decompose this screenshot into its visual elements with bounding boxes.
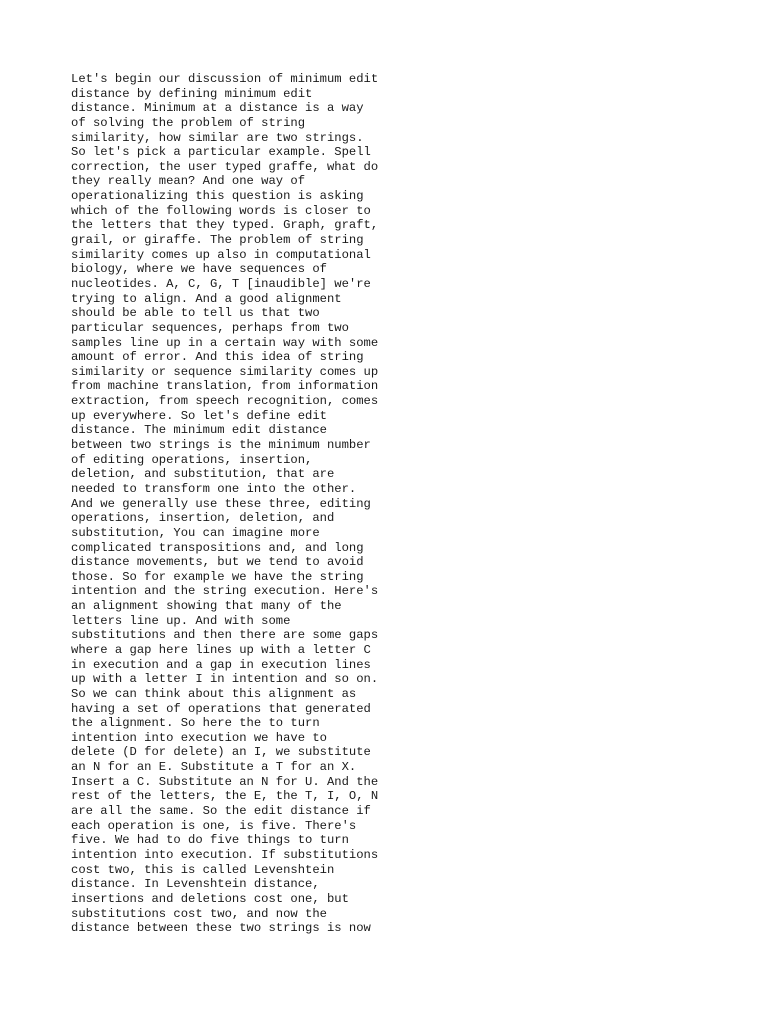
text-line: similarity or sequence similarity comes up [71, 364, 379, 379]
text-line: should be able to tell us that two [71, 306, 320, 321]
text-line: up everywhere. So let's define edit [71, 408, 327, 423]
text-line: intention into execution we have to [71, 730, 327, 745]
text-line: from machine translation, from information [71, 379, 379, 394]
text-line: operationalizing this question is asking [71, 189, 364, 204]
text-line: each operation is one, is five. There's [71, 818, 357, 833]
text-line: nucleotides. A, C, G, T [inaudible] we're [71, 276, 371, 291]
text-line: distance. In Levenshtein distance, [71, 877, 320, 892]
text-line: So we can think about this alignment as [71, 686, 357, 701]
text-line: letters line up. And with some [71, 613, 291, 628]
text-line: those. So for example we have the string [71, 569, 364, 584]
text-line: which of the following words is closer to [71, 203, 371, 218]
text-line: extraction, from speech recognition, comes [71, 394, 379, 409]
text-line: in execution and a gap in execution lines [71, 657, 371, 672]
text-line: an N for an E. Substitute a T for an X. [71, 760, 357, 775]
text-line: the alignment. So here the to turn [71, 716, 320, 731]
text-line: insertions and deletions cost one, but [71, 891, 349, 906]
text-line: distance between these two strings is now [71, 921, 371, 936]
text-line: are all the same. So the edit distance if [71, 804, 371, 819]
text-line: correction, the user typed graffe, what do [71, 159, 379, 174]
text-line: So let's pick a particular example. Spell [71, 145, 371, 160]
text-line: samples line up in a certain way with some [71, 335, 379, 350]
text-line: delete (D for delete) an I, we substitute [71, 745, 371, 760]
text-line: And we generally use these three, editing [71, 496, 371, 511]
text-line: intention and the string execution. Here's [71, 584, 379, 599]
text-line: distance by defining minimum edit [71, 86, 313, 101]
text-line: where a gap here lines up with a letter C [71, 642, 371, 657]
text-line: needed to transform one into the other. [71, 481, 357, 496]
text-line: an alignment showing that many of the [71, 599, 342, 614]
text-line: amount of error. And this idea of string [71, 350, 364, 365]
text-line: trying to align. And a good alignment [71, 291, 342, 306]
text-line: substitutions and then there are some gaps [71, 628, 379, 643]
text-line: deletion, and substitution, that are [71, 467, 335, 482]
text-line: biology, where we have sequences of [71, 262, 327, 277]
text-line: rest of the letters, the E, the T, I, O, N [71, 789, 379, 804]
text-line: similarity comes up also in computational [71, 247, 371, 262]
text-line: five. We had to do five things to turn [71, 833, 349, 848]
text-line: of editing operations, insertion, [71, 452, 313, 467]
text-line: operations, insertion, deletion, and [71, 511, 335, 526]
text-line: cost two, this is called Levenshtein [71, 862, 335, 877]
text-line: between two strings is the minimum number [71, 438, 371, 453]
text-line: distance. Minimum at a distance is a way [71, 101, 364, 116]
text-line: distance movements, but we tend to avoid [71, 555, 364, 570]
text-line: distance. The minimum edit distance [71, 423, 327, 438]
text-line: similarity, how similar are two strings. [71, 130, 364, 145]
text-line: Let's begin our discussion of minimum edit [71, 72, 379, 86]
text-line: intention into execution. If substitutions [71, 847, 379, 862]
text-line: they really mean? And one way of [71, 174, 306, 189]
transcript-text [71, 72, 401, 936]
text-line: Insert a C. Substitute an N for U. And the [71, 774, 379, 789]
text-line: up with a letter I in intention and so on. [71, 672, 379, 687]
text-line: the letters that they typed. Graph, graft, [71, 218, 379, 233]
text-line: grail, or giraffe. The problem of string [71, 233, 364, 248]
text-line: of solving the problem of string [71, 115, 306, 130]
text-line: having a set of operations that generated [71, 701, 371, 716]
text-line: particular sequences, perhaps from two [71, 320, 349, 335]
text-line: substitutions cost two, and now the [71, 906, 327, 921]
text-line: substitution, You can imagine more [71, 525, 320, 540]
text-line: complicated transpositions and, and long [71, 540, 364, 555]
